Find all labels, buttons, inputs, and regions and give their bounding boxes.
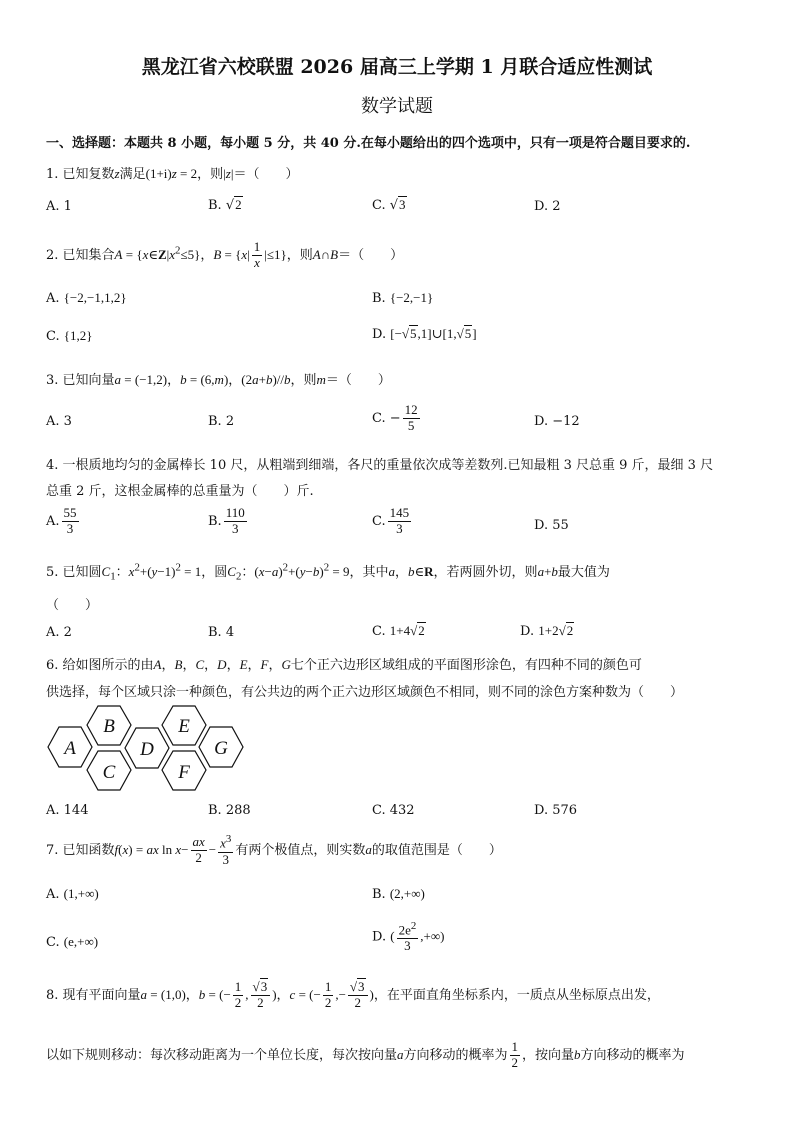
hexagon-figure bbox=[46, 704, 246, 794]
q7-option-b[interactable]: B. (2,+∞) bbox=[372, 886, 425, 902]
q5-option-c[interactable]: C. 1+4√2 bbox=[372, 623, 425, 639]
q6-option-b[interactable]: B. 288 bbox=[208, 803, 251, 818]
question-1: 1. 已知复数z满足(1+i)z = 2，则|z|＝（ ） bbox=[46, 166, 299, 182]
hex-label-d: D bbox=[140, 739, 154, 760]
question-7: 7. 已知函数f(x) = ax ln x− $\frac{ax}{2}$ − $\frac{x^3}{3}$ 有两个极值点，则实数a的取值范围是（ ） bbox=[46, 833, 502, 868]
q2-option-d[interactable]: D. [−√5,1]∪[1,√5] bbox=[372, 326, 477, 342]
q4-option-c[interactable]: C. $\frac{145}{3}$ bbox=[372, 505, 410, 536]
q4-option-b[interactable]: B. $\frac{110}{3}$ bbox=[208, 505, 245, 536]
q7-option-d[interactable]: D. ( $\frac{2e^2}{3}$ ,+∞) bbox=[372, 920, 445, 954]
q5-option-a[interactable]: A. 2 bbox=[46, 625, 72, 640]
q1-option-d[interactable]: D. 2 bbox=[534, 199, 561, 214]
q2-option-b[interactable]: B. {−2,−1} bbox=[372, 290, 434, 306]
page-subtitle: 数学试题 bbox=[361, 96, 433, 117]
q5-option-b[interactable]: B. 4 bbox=[208, 625, 235, 640]
q2-option-c[interactable]: C. {1,2} bbox=[46, 328, 93, 344]
q6-option-a[interactable]: A. 144 bbox=[46, 803, 89, 818]
hex-label-a: A bbox=[64, 738, 76, 759]
page-title: 黑龙江省六校联盟 2026 届高三上学期 1 月联合适应性测试 bbox=[141, 56, 653, 78]
q3-option-a[interactable]: A. 3 bbox=[46, 414, 72, 429]
q4-option-d[interactable]: D. 55 bbox=[534, 518, 569, 533]
q1-text: 1. 已知复数 bbox=[46, 167, 115, 182]
q5-paren: （ ） bbox=[46, 598, 99, 613]
q3-option-d[interactable]: D. −12 bbox=[534, 414, 580, 429]
q6-option-d[interactable]: D. 576 bbox=[534, 803, 578, 818]
hex-label-c: C bbox=[102, 762, 116, 783]
question-4-line1: 4. 一根质地均匀的金属棒长 10 尺，从粗端到细端，各尺的重量依次成等差数列.已知最粗 3 尺总重 9 斤，最细 3 尺 bbox=[46, 458, 714, 473]
question-3: 3. 已知向量a = (−1,2)，b = (6,m)，(2a+b)//b，则m＝（ ） bbox=[46, 372, 391, 388]
question-4-line2: 总重 2 斤，这根金属棒的总重量为（ ）斤. bbox=[46, 484, 314, 499]
question-2: 2. 已知集合$A = \{x\in Z|x^2\le 5\}$，B = {x| $\frac{1}{x}$ |≤1}，则A∩B＝（ ） bbox=[46, 239, 404, 270]
q7-option-c[interactable]: C. (e,+∞) bbox=[46, 934, 99, 950]
q3-option-b[interactable]: B. 2 bbox=[208, 414, 235, 429]
q2-option-a[interactable]: A. {−2,−1,1,2} bbox=[46, 290, 127, 306]
q1-option-a[interactable]: A. 1 bbox=[46, 199, 72, 214]
q5-option-d[interactable]: D. 1+2√2 bbox=[520, 623, 574, 639]
q4-option-a[interactable]: A. $\frac{55}{3}$ bbox=[46, 505, 77, 536]
question-5: 5. 已知圆$C_1$：$x^2+(y-1)^2 = 1$，圆$C_2$：$(x-a)^2+(y-b)^2 = 9$，其中a，b∈R，若两圆外切，则a+b最大值为 bbox=[46, 561, 610, 583]
q6-option-c[interactable]: C. 432 bbox=[372, 803, 415, 818]
question-6-line2: 供选择，每个区域只涂一种颜色，有公共边的两个正六边形区域颜色不相同，则不同的涂色方案种数为（ ） bbox=[46, 685, 684, 700]
question-8-line2: 以如下规则移动：每次移动距离为一个单位长度，每次按向量a方向移动的概率为 $\frac{1}{2}$ ，按向量b方向移动的概率为 bbox=[46, 1039, 685, 1070]
hex-label-g: G bbox=[214, 738, 228, 759]
q1-option-c[interactable]: C. √3 bbox=[372, 197, 406, 213]
question-6-line1: 6. 给如图所示的由A，B，C，D，E，F，G七个正六边形区域组成的平面图形涂色，有四种不同的颜色可 bbox=[46, 657, 642, 673]
q3-option-c[interactable]: C. − $\frac{12}{5}$ bbox=[372, 402, 418, 433]
q1-option-b[interactable]: B. √2 bbox=[208, 197, 242, 213]
hex-label-f: F bbox=[178, 762, 190, 783]
section-heading: 一、选择题：本题共 8 小题，每小题 5 分，共 40 分.在每小题给出的四个选项中，只有一项是符合题目要求的. bbox=[46, 136, 691, 151]
hex-label-b: B bbox=[103, 716, 115, 737]
q7-option-a[interactable]: A. (1,+∞) bbox=[46, 886, 99, 902]
hex-label-e: E bbox=[178, 716, 190, 737]
question-8-line1: 8. 现有平面向量a = (1,0)，b = (− $\frac{1}{2}$ , $\frac{√3}{2}$ )，c = (− $\frac{1}{2}$ ,− $\frac{√3}{2}$ )，在平面直角坐标系内，一质点从坐标原点出发， bbox=[46, 979, 660, 1010]
